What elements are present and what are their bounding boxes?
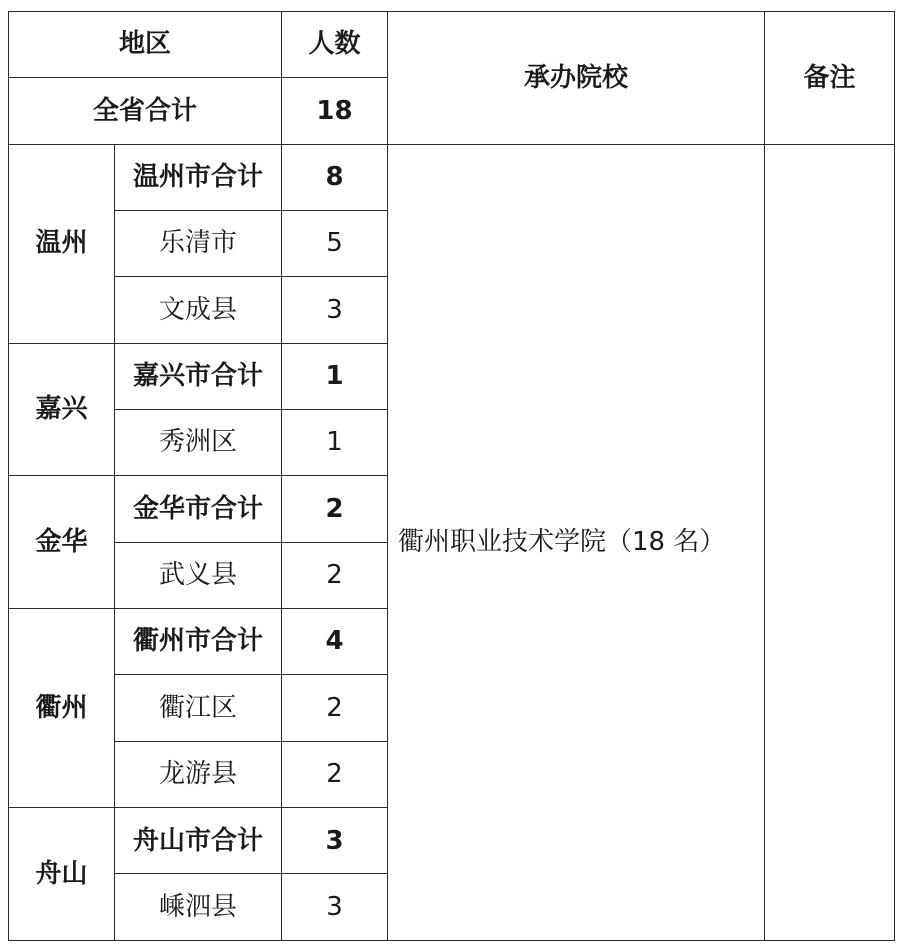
city-subtotal-label: 舟山市合计 xyxy=(115,808,282,874)
district-name: 秀洲区 xyxy=(115,410,282,476)
city-subtotal-label: 衢州市合计 xyxy=(115,609,282,675)
school-cell: 衢州职业技术学院（18 名） xyxy=(388,144,765,940)
city-subtotal-count: 3 xyxy=(282,808,388,874)
district-count: 3 xyxy=(282,874,388,941)
district-count: 2 xyxy=(282,675,388,741)
district-count: 3 xyxy=(282,277,388,343)
header-school: 承办院校 xyxy=(388,12,765,145)
header-region: 地区 xyxy=(9,12,282,78)
district-name: 武义县 xyxy=(115,542,282,608)
province-total-count: 18 xyxy=(282,78,388,144)
city-cell: 嘉兴 xyxy=(9,343,115,476)
city-subtotal-count: 8 xyxy=(282,144,388,210)
district-name: 衢江区 xyxy=(115,675,282,741)
city-cell: 金华 xyxy=(9,476,115,609)
province-total-label: 全省合计 xyxy=(9,78,282,144)
district-name: 乐清市 xyxy=(115,211,282,277)
header-count: 人数 xyxy=(282,12,388,78)
city-cell: 温州 xyxy=(9,144,115,343)
city-subtotal-count: 1 xyxy=(282,343,388,409)
city-subtotal-label: 嘉兴市合计 xyxy=(115,343,282,409)
table-row xyxy=(9,144,895,210)
city-cell: 舟山 xyxy=(9,808,115,941)
header-row xyxy=(9,12,895,78)
district-count: 5 xyxy=(282,211,388,277)
notes-cell xyxy=(765,144,895,940)
district-name: 嵊泗县 xyxy=(115,874,282,941)
quota-table xyxy=(8,11,895,941)
city-subtotal-count: 2 xyxy=(282,476,388,542)
district-count: 2 xyxy=(282,741,388,807)
city-cell: 衢州 xyxy=(9,609,115,808)
district-count: 2 xyxy=(282,542,388,608)
district-name: 龙游县 xyxy=(115,741,282,807)
city-subtotal-count: 4 xyxy=(282,609,388,675)
district-name: 文成县 xyxy=(115,277,282,343)
district-count: 1 xyxy=(282,410,388,476)
city-subtotal-label: 金华市合计 xyxy=(115,476,282,542)
header-notes: 备注 xyxy=(765,12,895,145)
city-subtotal-label: 温州市合计 xyxy=(115,144,282,210)
